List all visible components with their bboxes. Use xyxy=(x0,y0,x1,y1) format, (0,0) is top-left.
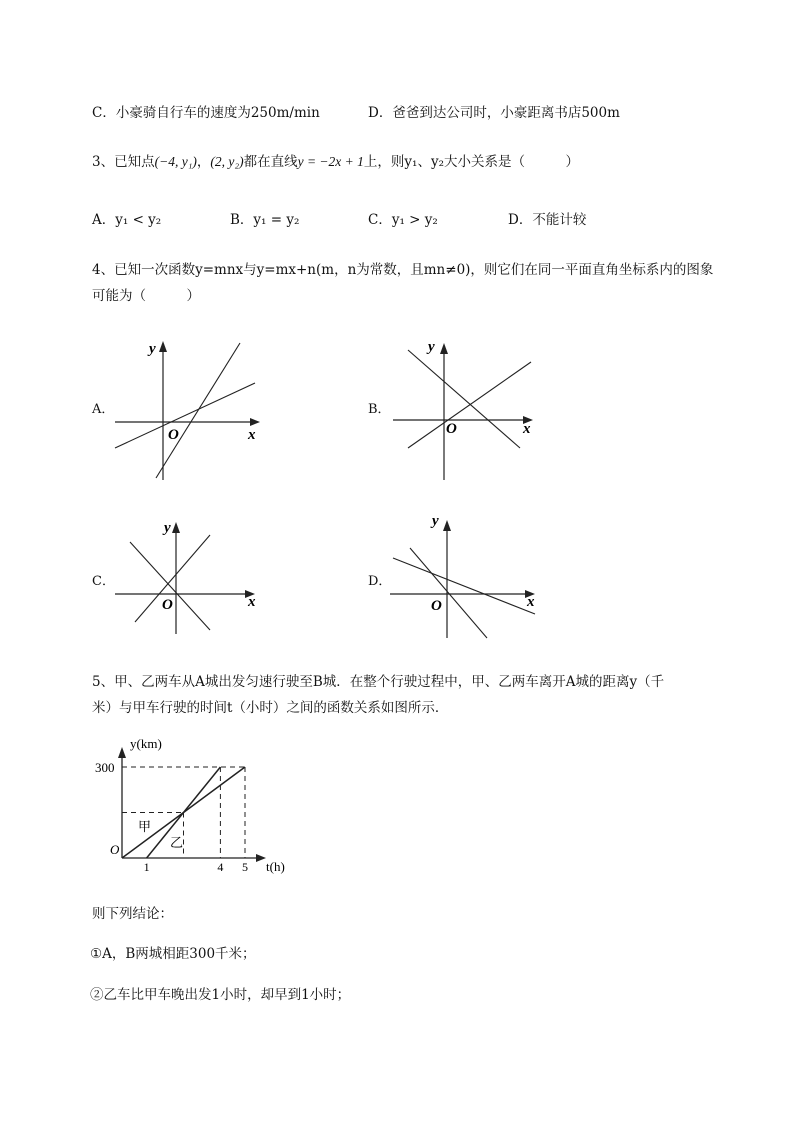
q2-option-c: C．小豪骑自行车的速度为250m/min xyxy=(92,105,320,121)
q4-stem-line2: 可能为（ ） xyxy=(92,288,200,304)
q3-point1: (−4, y₁) xyxy=(154,154,197,169)
q5-conclusion-1: ①A，B两城相距300千米； xyxy=(90,946,256,962)
x-tick-5: 5 xyxy=(242,860,248,874)
x-tick-4: 4 xyxy=(217,860,224,874)
line-1 xyxy=(408,362,531,448)
q3-option-a: A．y₁ < y₂ xyxy=(92,212,162,228)
x-axis-label: x xyxy=(248,594,256,610)
y-tick-300: 300 xyxy=(95,760,115,775)
x-axis-arrow xyxy=(256,854,266,862)
origin-label: O xyxy=(431,598,442,614)
origin-label: O xyxy=(110,842,120,857)
label-jia: 甲 xyxy=(138,819,152,834)
origin-label: O xyxy=(446,421,457,437)
q3-line-equation: y = −2x + 1 xyxy=(297,154,364,169)
q4-stem-line1: 4、已知一次函数y=mnx与y=mx+n(m，n为常数，且mn≠0)，则它们在同一平面直角坐标系内的图象 xyxy=(92,262,714,278)
q3-stem xyxy=(92,150,579,170)
q2-option-d: D．爸爸到达公司时，小豪距离书店500m xyxy=(368,105,620,121)
y-axis-arrow xyxy=(118,747,126,758)
y-axis-label: y xyxy=(428,339,435,355)
q4-option-c-label: C． xyxy=(92,574,115,589)
line-1 xyxy=(393,558,535,614)
q5-conclusion-2: ②乙车比甲车晚出发1小时，却早到1小时； xyxy=(90,987,351,1003)
q4-graph-c xyxy=(110,510,270,640)
y-axis-arrow xyxy=(159,341,167,352)
q4-graph-d xyxy=(385,508,545,643)
q3-stem-start: 3、已知点 xyxy=(92,154,155,170)
x-axis-label: x xyxy=(523,421,531,437)
q5-conclusion-intro: 则下列结论： xyxy=(92,906,173,922)
y-axis-label: y xyxy=(149,341,156,357)
q4-option-d-label: D． xyxy=(368,574,392,589)
q3-option-b: B．y₁ = y₂ xyxy=(230,212,300,228)
line-1 xyxy=(115,383,255,448)
y-axis-arrow xyxy=(443,520,451,531)
q4-graph-b xyxy=(388,335,548,485)
label-yi: 乙 xyxy=(170,835,184,850)
x-axis-label: x xyxy=(527,594,535,610)
x-tick-1: 1 xyxy=(143,860,150,874)
q3-stem-end: 上，则y₁、y₂大小关系是（ ） xyxy=(363,154,579,170)
q3-option-d: D．不能计较 xyxy=(508,212,587,228)
q3-option-c: C．y₁ > y₂ xyxy=(368,212,438,228)
q3-point2: (2, y₂) xyxy=(210,154,244,169)
line-2 xyxy=(156,343,240,478)
q4-option-b-label: B． xyxy=(368,402,391,417)
q3-sep: ， xyxy=(196,154,211,170)
x-axis-label: t(h) xyxy=(266,859,285,874)
x-axis-label: x xyxy=(248,427,256,443)
x-axis-arrow xyxy=(250,418,260,426)
q5-stem-line2: 米）与甲车行驶的时间t（小时）之间的函数关系如图所示． xyxy=(92,700,449,716)
q4-graph-a xyxy=(110,335,270,485)
q5-distance-time-graph xyxy=(95,735,300,875)
y-axis-label: y xyxy=(164,520,171,536)
origin-label: O xyxy=(162,597,173,613)
y-axis-arrow xyxy=(440,343,448,354)
origin-label: O xyxy=(168,427,179,443)
y-axis-arrow xyxy=(172,522,180,533)
q5-stem-line1: 5、甲、乙两车从A城出发匀速行驶至B城．在整个行驶过程中，甲、乙两车离开A城的距离y（千 xyxy=(92,674,665,690)
line-2 xyxy=(408,350,520,448)
q3-mid: 都在直线 xyxy=(243,154,298,170)
y-axis-label: y xyxy=(432,513,439,529)
line-2 xyxy=(410,548,487,638)
y-axis-label: y(km) xyxy=(130,736,162,751)
q4-option-a-label: A． xyxy=(92,402,115,417)
line-1 xyxy=(130,542,210,630)
